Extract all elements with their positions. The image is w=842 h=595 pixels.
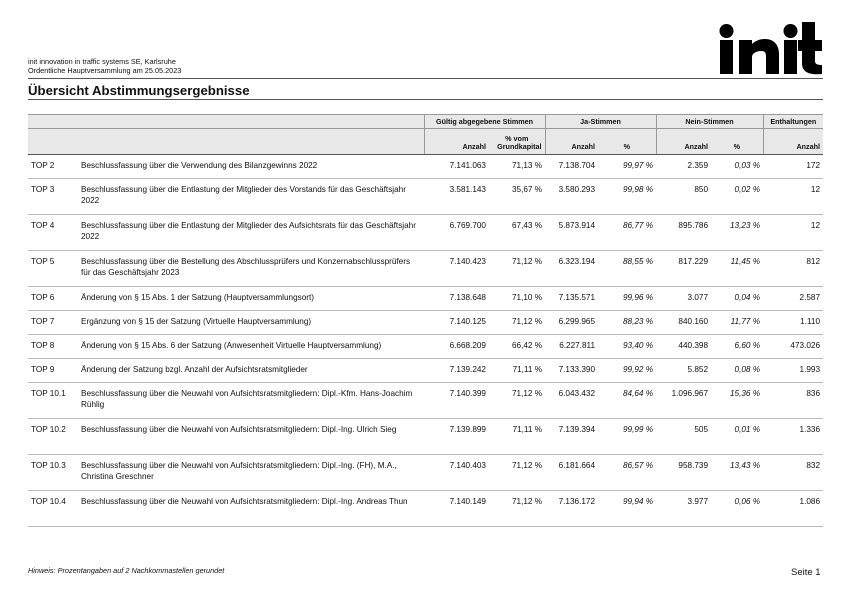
row-top: TOP 7 (28, 311, 78, 335)
page-title: Übersicht Abstimmungsergebnisse (28, 83, 250, 98)
row-resolution: Änderung der Satzung bzgl. Anzahl der Aufsichtsratsmitglieder (78, 359, 424, 383)
table-row (28, 491, 823, 527)
row-yes-count: 7.133.390 (545, 359, 598, 383)
title-rule (28, 99, 823, 100)
row-top: TOP 10.2 (28, 419, 78, 455)
row-no-count: 3.977 (656, 491, 711, 527)
row-no-count: 5.852 (656, 359, 711, 383)
header-group-row (28, 115, 823, 129)
header-valid-votes: Gültig abgegebene Stimmen (424, 115, 545, 129)
row-yes-count: 6.181.664 (545, 455, 598, 491)
row-yes-count: 6.323.194 (545, 251, 598, 287)
row-yes-pct: 86,77 % (598, 215, 656, 251)
subheader-yes-pct: % (598, 129, 656, 155)
row-valid-pct: 35,67 % (489, 179, 545, 215)
header-blank-sub (28, 129, 424, 155)
row-no-pct: 0,08 % (711, 359, 763, 383)
table-row (28, 251, 823, 287)
row-resolution: Beschlussfassung über die Neuwahl von Aufsichtsratsmitgliedern: Dipl.-Kfm. Hans-Joachim Rühlig (78, 383, 424, 419)
subheader-valid-pct-line2: Grundkapital (497, 142, 542, 151)
row-yes-count: 7.138.704 (545, 155, 598, 179)
table-row (28, 311, 823, 335)
row-top: TOP 8 (28, 335, 78, 359)
table-row (28, 215, 823, 251)
row-no-pct: 11,45 % (711, 251, 763, 287)
row-no-count: 3.077 (656, 287, 711, 311)
row-resolution: Beschlussfassung über die Neuwahl von Aufsichtsratsmitgliedern: Dipl.-Ing. Ulrich Sieg (78, 419, 424, 455)
row-yes-pct: 99,97 % (598, 155, 656, 179)
row-valid-count: 7.138.648 (424, 287, 489, 311)
row-valid-pct: 67,43 % (489, 215, 545, 251)
table-row (28, 179, 823, 215)
row-abstain-count: 473.026 (763, 335, 823, 359)
row-abstain-count: 12 (763, 179, 823, 215)
row-no-count: 817.229 (656, 251, 711, 287)
row-valid-count: 6.769.700 (424, 215, 489, 251)
table-row (28, 419, 823, 455)
row-abstain-count: 2.587 (763, 287, 823, 311)
row-no-pct: 13,43 % (711, 455, 763, 491)
row-no-count: 440.398 (656, 335, 711, 359)
row-abstain-count: 1.336 (763, 419, 823, 455)
row-no-count: 840.160 (656, 311, 711, 335)
row-valid-pct: 71,13 % (489, 155, 545, 179)
row-resolution: Beschlussfassung über die Neuwahl von Aufsichtsratsmitgliedern: Dipl.-Ing. Andreas Thun (78, 491, 424, 527)
row-valid-pct: 71,10 % (489, 287, 545, 311)
row-resolution: Beschlussfassung über die Neuwahl von Aufsichtsratsmitgliedern: Dipl.-Ing. (FH), M.A., Christina Greschner (78, 455, 424, 491)
row-resolution: Beschlussfassung über die Entlastung der Mitglieder des Aufsichtsrats für das Geschäftsjahr 2022 (78, 215, 424, 251)
table-row (28, 359, 823, 383)
header-rule (28, 78, 823, 79)
row-no-pct: 0,04 % (711, 287, 763, 311)
results-table (28, 114, 823, 527)
header-abstentions: Enthaltungen (763, 115, 823, 129)
table-row (28, 383, 823, 419)
meeting-date: Ordentliche Hauptversammlung am 25.05.2023 (28, 65, 182, 75)
table-row (28, 287, 823, 311)
subheader-valid-count: Anzahl (424, 129, 489, 155)
row-resolution: Änderung von § 15 Abs. 1 der Satzung (Hauptversammlungsort) (78, 287, 424, 311)
header-no-votes: Nein-Stimmen (656, 115, 763, 129)
subheader-abstain-count: Anzahl (763, 129, 823, 155)
header-yes-votes: Ja-Stimmen (545, 115, 656, 129)
row-yes-count: 7.136.172 (545, 491, 598, 527)
row-valid-count: 3.581.143 (424, 179, 489, 215)
row-yes-pct: 93,40 % (598, 335, 656, 359)
row-no-pct: 15,36 % (711, 383, 763, 419)
row-abstain-count: 836 (763, 383, 823, 419)
row-top: TOP 4 (28, 215, 78, 251)
row-no-pct: 0,02 % (711, 179, 763, 215)
subheader-no-pct: % (711, 129, 763, 155)
row-yes-pct: 88,55 % (598, 251, 656, 287)
row-abstain-count: 812 (763, 251, 823, 287)
row-abstain-count: 1.993 (763, 359, 823, 383)
row-abstain-count: 1.110 (763, 311, 823, 335)
row-abstain-count: 172 (763, 155, 823, 179)
row-yes-count: 5.873.914 (545, 215, 598, 251)
row-yes-pct: 99,92 % (598, 359, 656, 383)
row-top: TOP 6 (28, 287, 78, 311)
row-valid-pct: 71,12 % (489, 455, 545, 491)
row-no-pct: 0,06 % (711, 491, 763, 527)
row-yes-count: 6.227.811 (545, 335, 598, 359)
row-yes-count: 6.299.965 (545, 311, 598, 335)
row-resolution: Ergänzung von § 15 der Satzung (Virtuelle Hauptversammlung) (78, 311, 424, 335)
row-abstain-count: 832 (763, 455, 823, 491)
row-yes-count: 3.580.293 (545, 179, 598, 215)
company-header (28, 58, 181, 75)
row-no-pct: 6,60 % (711, 335, 763, 359)
header-blank (28, 115, 424, 129)
row-valid-count: 7.139.242 (424, 359, 489, 383)
row-yes-pct: 86,57 % (598, 455, 656, 491)
row-yes-pct: 99,98 % (598, 179, 656, 215)
row-resolution: Beschlussfassung über die Bestellung des Abschlussprüfers und Konzernabschlussprüfers für das Geschäftsjahr 2023 (78, 251, 424, 287)
row-top: TOP 10.4 (28, 491, 78, 527)
row-valid-count: 7.140.149 (424, 491, 489, 527)
row-no-count: 895.786 (656, 215, 711, 251)
row-yes-count: 7.139.394 (545, 419, 598, 455)
subheader-valid-pct (489, 129, 545, 155)
table-row (28, 155, 823, 179)
table-row (28, 455, 823, 491)
row-no-count: 2.359 (656, 155, 711, 179)
row-no-count: 850 (656, 179, 711, 215)
subheader-no-count: Anzahl (656, 129, 711, 155)
row-no-pct: 11,77 % (711, 311, 763, 335)
row-resolution: Änderung von § 15 Abs. 6 der Satzung (Anwesenheit Virtuelle Hauptversammlung) (78, 335, 424, 359)
row-abstain-count: 1.086 (763, 491, 823, 527)
row-no-count: 1.096.967 (656, 383, 711, 419)
page-number: Seite 1 (791, 567, 821, 578)
footnote: Hinweis: Prozentangaben auf 2 Nachkommastellen gerundet (28, 566, 225, 575)
subheader-yes-count: Anzahl (545, 129, 598, 155)
row-valid-pct: 66,42 % (489, 335, 545, 359)
row-valid-count: 7.141.063 (424, 155, 489, 179)
row-valid-pct: 71,12 % (489, 491, 545, 527)
row-yes-pct: 99,94 % (598, 491, 656, 527)
row-valid-count: 6.668.209 (424, 335, 489, 359)
row-resolution: Beschlussfassung über die Verwendung des Bilanzgewinns 2022 (78, 155, 424, 179)
row-top: TOP 5 (28, 251, 78, 287)
row-yes-pct: 88,23 % (598, 311, 656, 335)
row-top: TOP 3 (28, 179, 78, 215)
row-valid-pct: 71,12 % (489, 383, 545, 419)
row-top: TOP 10.1 (28, 383, 78, 419)
table-row (28, 335, 823, 359)
row-yes-pct: 84,64 % (598, 383, 656, 419)
row-valid-count: 7.140.403 (424, 455, 489, 491)
row-no-count: 958.739 (656, 455, 711, 491)
subheader-valid-pct-line1: % vom (505, 134, 529, 143)
row-valid-count: 7.140.125 (424, 311, 489, 335)
row-yes-pct: 99,96 % (598, 287, 656, 311)
row-valid-count: 7.139.899 (424, 419, 489, 455)
header-sub-row (28, 129, 823, 155)
row-valid-pct: 71,12 % (489, 311, 545, 335)
row-valid-count: 7.140.399 (424, 383, 489, 419)
row-top: TOP 10.3 (28, 455, 78, 491)
row-valid-pct: 71,11 % (489, 419, 545, 455)
row-valid-pct: 71,12 % (489, 251, 545, 287)
row-yes-count: 6.043.432 (545, 383, 598, 419)
row-no-count: 505 (656, 419, 711, 455)
row-yes-count: 7.135.571 (545, 287, 598, 311)
init-logo (718, 18, 822, 76)
row-valid-count: 7.140.423 (424, 251, 489, 287)
row-no-pct: 0,01 % (711, 419, 763, 455)
row-no-pct: 0,03 % (711, 155, 763, 179)
company-name: init innovation in traffic systems SE, Karlsruhe (28, 57, 176, 66)
row-no-pct: 13,23 % (711, 215, 763, 251)
row-valid-pct: 71,11 % (489, 359, 545, 383)
row-top: TOP 2 (28, 155, 78, 179)
row-abstain-count: 12 (763, 215, 823, 251)
row-yes-pct: 99,99 % (598, 419, 656, 455)
row-top: TOP 9 (28, 359, 78, 383)
row-resolution: Beschlussfassung über die Entlastung der Mitglieder des Vorstands für das Geschäftsjahr 2022 (78, 179, 424, 215)
